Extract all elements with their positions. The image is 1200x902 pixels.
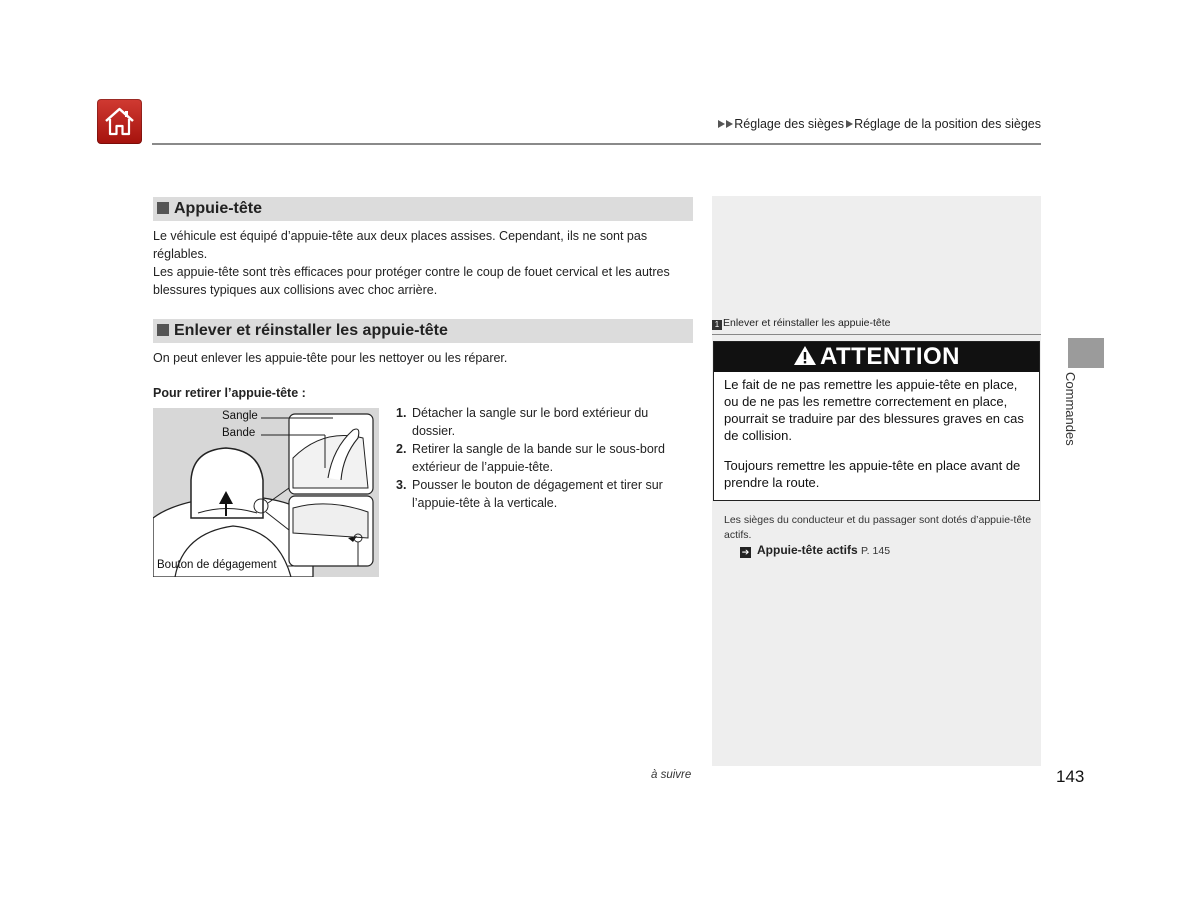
warning-triangle-icon xyxy=(793,345,817,366)
remove-intro: On peut enlever les appuie-tête pour les nettoyer ou les réparer. xyxy=(153,351,508,365)
reference-title: Enlever et réinstaller les appuie-tête xyxy=(723,317,891,329)
attention-paragraph: Toujours remettre les appuie-tête en place avant de prendre la route. xyxy=(724,458,1021,490)
chapter-tab-label[interactable]: Commandes xyxy=(1063,372,1078,446)
step-text: Pousser le bouton de dégagement et tirer sur l’appuie-tête à la verticale. xyxy=(412,478,663,510)
breadcrumb-arrow-icon xyxy=(846,120,853,128)
breadcrumb xyxy=(718,117,1041,131)
step-number: 1. xyxy=(396,406,407,420)
figure-label-release-button: Bouton de dégagement xyxy=(157,559,277,571)
section-header-headrest xyxy=(153,197,693,221)
figure-label-strap: Sangle xyxy=(222,410,258,422)
home-icon xyxy=(102,104,137,139)
step-item xyxy=(396,440,686,476)
reference-divider xyxy=(712,334,1041,335)
attention-paragraph: Le fait de ne pas remettre les appuie-tête en place, ou de ne pas les remettre correctement en place, pourrait se traduire par des blessures graves en cas de collision. xyxy=(724,377,1024,443)
cross-reference-link[interactable] xyxy=(740,543,890,558)
step-number: 2. xyxy=(396,442,407,456)
link-page[interactable]: P. 145 xyxy=(861,545,891,557)
attention-body xyxy=(724,376,1032,504)
attention-title: ATTENTION xyxy=(819,343,961,370)
step-text: Retirer la sangle de la bande sur le sous-bord extérieur de l’appuie-tête. xyxy=(412,442,665,474)
breadcrumb-current: Réglage de la position des sièges xyxy=(854,117,1041,131)
step-text: Détacher la sangle sur le bord extérieur du dossier. xyxy=(412,406,649,438)
headrest-drawing xyxy=(153,408,379,577)
chapter-tab-marker[interactable] xyxy=(1068,338,1104,368)
section-header-remove xyxy=(153,319,693,343)
paragraph: Les appuie-tête sont très efficaces pour protéger contre le coup de fouet cervical et les autres blessures typiques aux collisions avec choc arrière. xyxy=(153,265,670,297)
step-item xyxy=(396,476,686,512)
breadcrumb-arrow-icon xyxy=(726,120,733,128)
sidebar-reference xyxy=(712,317,891,330)
step-item xyxy=(396,404,686,440)
paragraph: Le véhicule est équipé d’appuie-tête aux deux places assises. Cependant, ils ne sont pas réglables. xyxy=(153,229,648,261)
attention-box xyxy=(713,341,1040,501)
removal-steps xyxy=(396,404,686,512)
breadcrumb-arrow-icon xyxy=(718,120,725,128)
attention-header xyxy=(714,342,1039,372)
headrest-description xyxy=(153,227,693,299)
home-button[interactable] xyxy=(97,99,142,144)
section-square-icon xyxy=(157,324,169,336)
continued-note: à suivre xyxy=(651,769,692,781)
headrest-illustration xyxy=(153,408,379,577)
breadcrumb-link-seats[interactable]: Réglage des sièges xyxy=(734,117,845,131)
figure-label-band: Bande xyxy=(222,427,256,439)
sidebar-note: Les sièges du conducteur et du passager sont dotés d’appuie-tête actifs. xyxy=(724,514,1032,541)
section-title: Enlever et réinstaller les appuie-tête xyxy=(174,322,448,339)
section-title: Appuie-tête xyxy=(174,200,262,217)
page-number: 143 xyxy=(1056,767,1085,786)
chapter-tab[interactable] xyxy=(1060,372,1090,452)
link-label[interactable]: Appuie-tête actifs xyxy=(757,543,858,557)
header-divider xyxy=(152,143,1041,145)
link-arrow-icon: ➔ xyxy=(741,547,750,557)
remove-subheading: Pour retirer l’appuie-tête : xyxy=(153,386,306,400)
reference-icon: 1 xyxy=(712,320,722,330)
section-square-icon xyxy=(157,202,169,214)
step-number: 3. xyxy=(396,478,407,492)
